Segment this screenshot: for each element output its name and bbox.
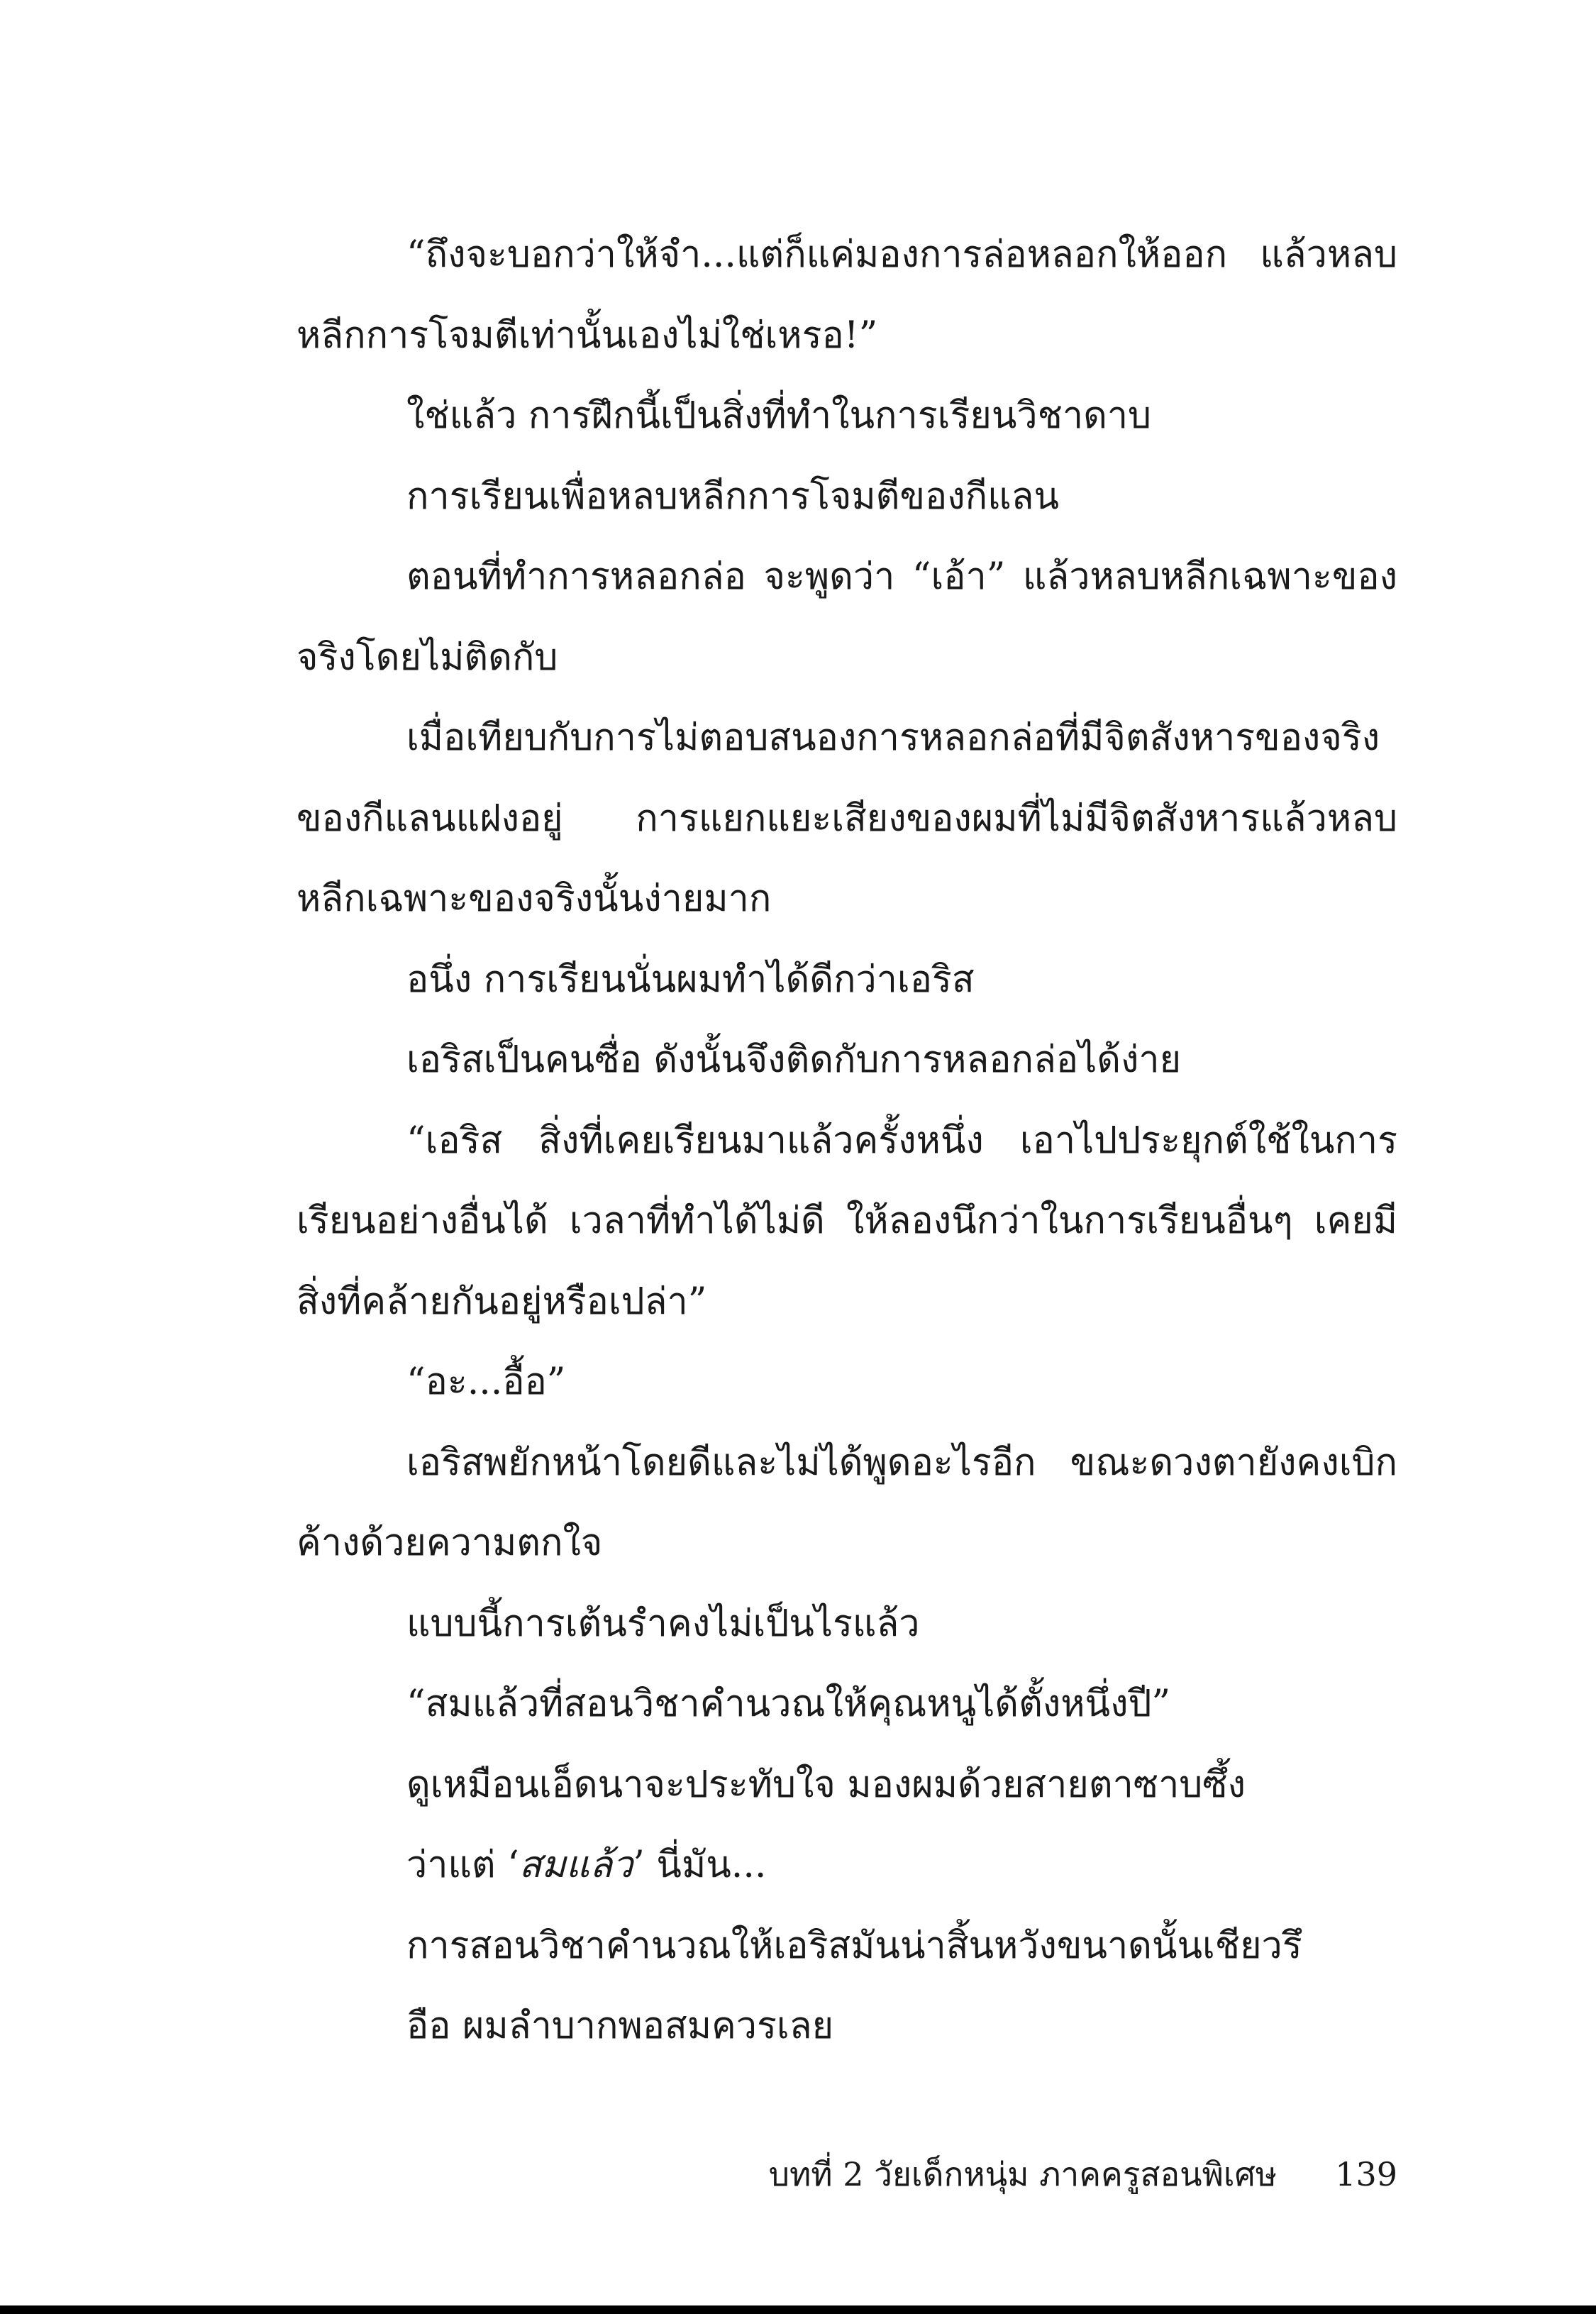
paragraph-15: การสอนวิชาคำนวณให้เอริสมันน่าสิ้นหวังขนาดนั้นเชียวรึ <box>406 1924 1302 1967</box>
paragraph-14-start: ว่าแต่ ‘ <box>406 1844 519 1886</box>
paragraph-14 <box>297 1825 1397 1906</box>
paragraph-13: ดูเหมือนเอ็ดนาจะประทับใจ มองผมด้วยสายตาซาบซึ้ง <box>406 1763 1246 1806</box>
paragraph-1: “ถึงจะบอกว่าให้จำ...แต่ก็แค่มองการล่อหลอกให้ออก แล้วหลบหลีกการโจมตีเท่านั้นเองไม่ใช่เหรอ!” <box>297 233 1397 357</box>
page-number: 139 <box>1335 2155 1397 2193</box>
chapter-title: บทที่ 2 วัยเด็กหนุ่ม ภาคครูสอนพิเศษ <box>768 2154 1278 2193</box>
paragraph-3: การเรียนเพื่อหลบหลีกการโจมตีของกีแลน <box>406 475 1060 518</box>
bottom-border <box>0 2305 1596 2314</box>
paragraph-6: อนึ่ง การเรียนนั่นผมทำได้ดีกว่าเอริส <box>406 958 975 1001</box>
page-footer <box>769 2149 1397 2199</box>
page-body <box>297 215 1397 2067</box>
paragraph-14-end: ’ นี่มัน... <box>633 1844 767 1886</box>
paragraph-5: เมื่อเทียบกับการไม่ตอบสนองการหลอกล่อที่มีจิตสังหารของจริงของกีแลนแฝงอยู่ การแยกแยะเสียงของผมที่ไม่มีจิตสังหารแล้วหลบหลีกเฉพาะของจริงนั้นง่ายมาก <box>297 716 1397 920</box>
paragraph-10: เอริสพยักหน้าโดยดีและไม่ได้พูดอะไรอีก ขณะดวงตายังคงเบิกค้างด้วยความตกใจ <box>297 1441 1397 1564</box>
paragraph-2: ใช่แล้ว การฝึกนี้เป็นสิ่งที่ทำในการเรียนวิชาดาบ <box>406 394 1152 437</box>
paragraph-11: แบบนี้การเต้นรำคงไม่เป็นไรแล้ว <box>406 1602 920 1645</box>
paragraph-9: “อะ...อื้อ” <box>406 1361 566 1403</box>
paragraph-14-italic: สมแล้ว <box>519 1844 633 1886</box>
paragraph-7: เอริสเป็นคนซื่อ ดังนั้นจึงติดกับการหลอกล่อได้ง่าย <box>406 1039 1182 1081</box>
paragraph-12: “สมแล้วที่สอนวิชาคำนวณให้คุณหนูได้ตั้งหนึ่งปี” <box>406 1683 1171 1725</box>
paragraph-8: “เอริส สิ่งที่เคยเรียนมาแล้วครั้งหนึ่ง เอาไปประยุกต์ใช้ในการเรียนอย่างอื่นได้ เวลาที่ทำได้ไม่ดี ให้ลองนึกว่าในการเรียนอื่นๆ เคยมีสิ่งที่คล้ายกันอยู่หรือเปล่า” <box>297 1119 1397 1323</box>
paragraph-16: อือ ผมลำบากพอสมควรเลย <box>406 2005 834 2047</box>
paragraph-4: ตอนที่ทำการหลอกล่อ จะพูดว่า “เอ้า” แล้วหลบหลีกเฉพาะของจริงโดยไม่ติดกับ <box>297 555 1397 679</box>
